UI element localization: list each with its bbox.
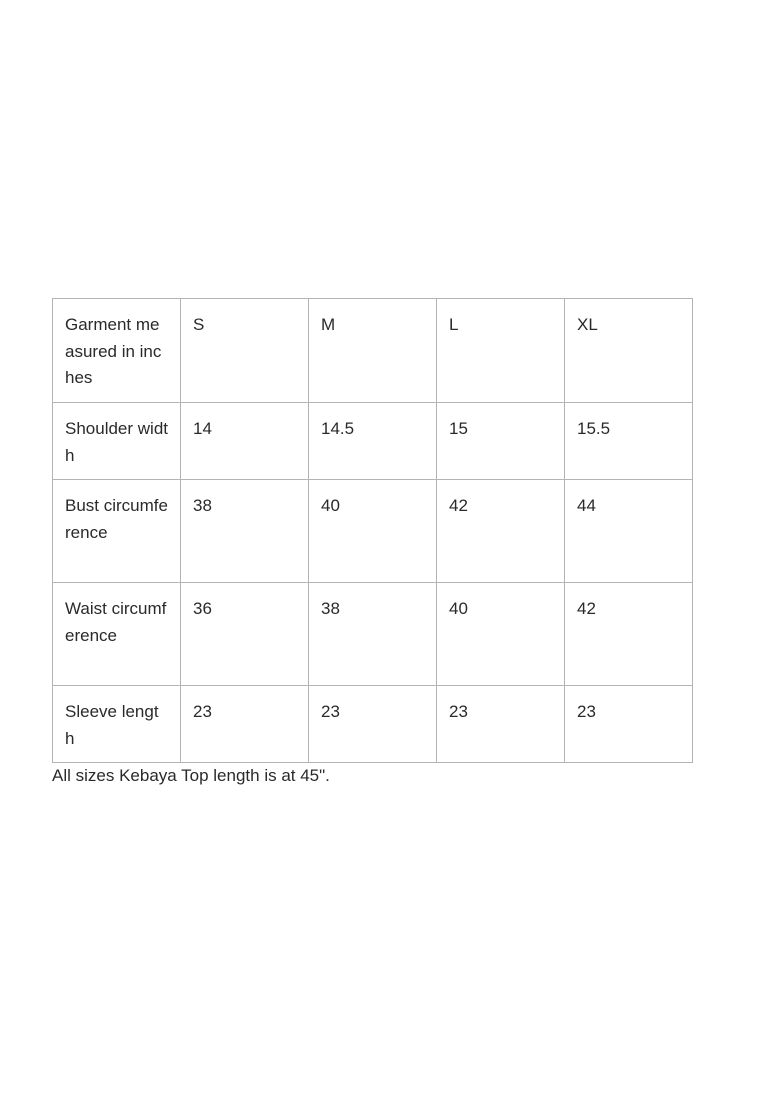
header-cell-size-s: S [181, 299, 309, 403]
table-cell: 42 [565, 583, 693, 686]
header-cell-size-xl: XL [565, 299, 693, 403]
table-cell: 38 [309, 583, 437, 686]
table-cell: 23 [565, 686, 693, 763]
row-label-cell: Sleeve length [53, 686, 181, 763]
row-label-cell: Bust circumference [53, 480, 181, 583]
table-cell: 23 [181, 686, 309, 763]
header-cell-size-m: M [309, 299, 437, 403]
header-cell-garment-measure: Garment measured in inches [53, 299, 181, 403]
table-cell: 38 [181, 480, 309, 583]
table-cell: 14 [181, 403, 309, 480]
table-row-sleeve-length [53, 686, 693, 763]
table-cell: 15 [437, 403, 565, 480]
table-cell: 23 [437, 686, 565, 763]
table-cell: 23 [309, 686, 437, 763]
header-cell-size-l: L [437, 299, 565, 403]
top-length-note: All sizes Kebaya Top length is at 45". [52, 766, 330, 785]
table-cell: 15.5 [565, 403, 693, 480]
table-cell: 40 [309, 480, 437, 583]
table-header-row [53, 299, 693, 403]
table-cell: 36 [181, 583, 309, 686]
table-cell: 14.5 [309, 403, 437, 480]
table-cell: 42 [437, 480, 565, 583]
table-row-waist-circumference [53, 583, 693, 686]
size-chart-table [52, 298, 693, 763]
table-cell: 44 [565, 480, 693, 583]
row-label-cell: Shoulder width [53, 403, 181, 480]
row-label-cell: Waist circumference [53, 583, 181, 686]
table-cell: 40 [437, 583, 565, 686]
table-row-bust-circumference [53, 480, 693, 583]
table-row-shoulder-width [53, 403, 693, 480]
